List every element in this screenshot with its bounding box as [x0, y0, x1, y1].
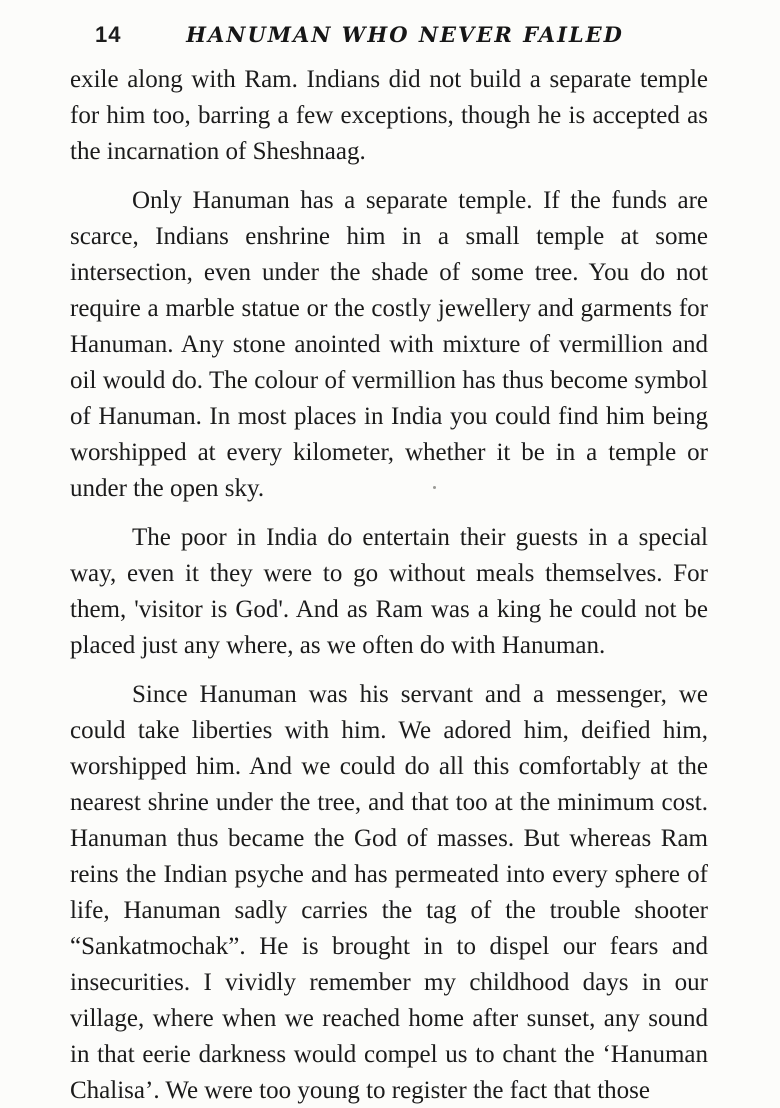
paragraph: Only Hanuman has a separate temple. If the funds are scarce, Indians enshrine him in a small temple at some intersection, even under the shade of some tree. You do not require a marble statue or the costly jewellery and garments for Hanuman. Any stone anointed with mixture of vermillion and oil would do. The colour of vermillion has thus become symbol of Hanuman. In most places in India you could find him being worshipped at every kilometer, whether it be in a temple or under the open sky.: [70, 187, 708, 502]
paragraph: Since Hanuman was his servant and a messenger, we could take liberties with him. We adored him, deified him, worshipped him. And we could do all this comfortably at the nearest shrine under the tree, and that too at the minimum cost. Hanuman thus became the God of masses. But whereas Ram reins the Indian psyche and has permeated into every sphere of life, Hanuman sadly carries the tag of the trouble shooter “Sankatmochak”. He is brought in to dispel our fears and insecurities. I vividly remember my childhood days in our village, where when we reached home after sunset, any sound in that eerie darkness would compel us to chant the ‘Hanuman Chalisa’. We were too young to register the fact that those: [70, 681, 708, 1104]
paragraph: exile along with Ram. Indians did not build a separate temple for him too, barring a few exceptions, though he is accepted as the incarnation of Sheshnaag.: [70, 66, 708, 165]
page-header: [0, 20, 780, 56]
paragraph: The poor in India do entertain their guests in a special way, even it they were to go without meals themselves. For them, 'visitor is God'. And as Ram was a king he could not be placed just any where, as we often do with Hanuman.: [70, 524, 708, 659]
page-number: 14: [95, 22, 122, 47]
running-title: HANUMAN WHO NEVER FAILED: [186, 22, 624, 47]
scan-speck: [433, 486, 436, 489]
page-body: [70, 62, 708, 1108]
